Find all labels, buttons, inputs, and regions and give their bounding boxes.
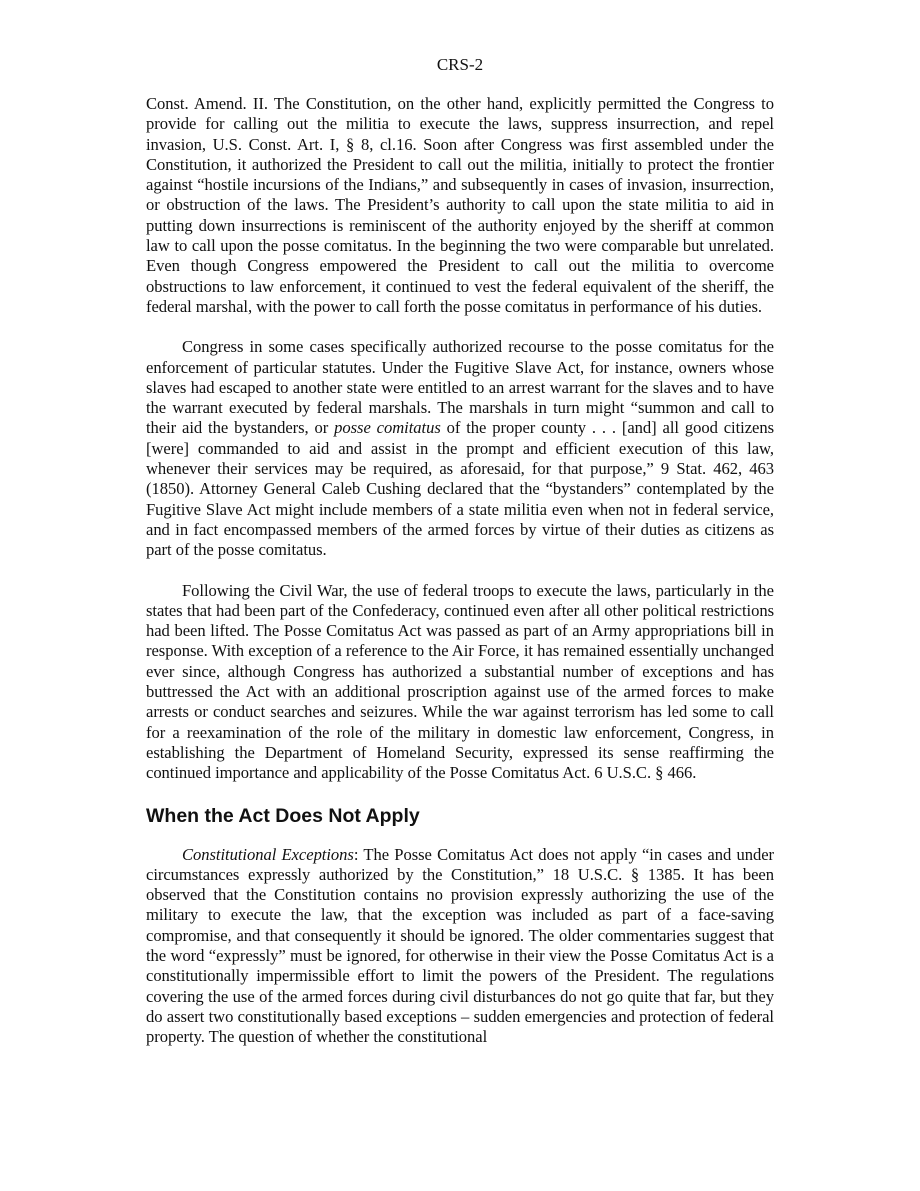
section-heading: When the Act Does Not Apply <box>146 804 420 827</box>
paragraph-civil-war: Following the Civil War, the use of federal troops to execute the laws, particularly in the states that had been part of the Confederacy, continued even after all other political restrictions had been lifted. The Posse Comitatus Act was passed as part of an Army appropriations bill in response. With exception of a reference to the Air Force, it has remained essentially unchanged ever since, although Congress has authorized a substantial number of exceptions and has buttressed the Act with an additional proscription against use of the armed forces to make arrests or conduct searches and seizures. While the war against terrorism has led some to call for a reexamination of the role of the military in domestic law enforcement, Congress, in establishing the Department of Homeland Security, expressed its sense reaffirming the continued importance and applicability of the Posse Comitatus Act. 6 U.S.C. § 466. <box>146 580 774 783</box>
paragraph-text: Congress in some cases specifically authorized recourse to the posse comitatus for the enforcement of particular statutes. Under the Fugitive Slave Act, for instance, owners whose slaves had escaped to another state were entitled to an arrest warrant for the slaves and to have the warrant executed by federal marshals. The marshals in turn might “summon and call to their aid the bystanders, or <box>146 337 774 438</box>
paragraph-militia-history: Const. Amend. II. The Constitution, on the other hand, explicitly permitted the Congress to provide for calling out the militia to execute the laws, suppress insurrection, and repel invasion, U.S. Const. Art. I, § 8, cl.16. Soon after Congress was first assembled under the Constitution, it authorized the President to call out the militia, initially to protect the frontier against “hostile incursions of the Indians,” and subsequently in cases of invasion, insurrection, or obstruction of the laws. The President’s authority to call upon the state militia to aid in putting down insurrections is reminiscent of the authority enjoyed by the sheriff at common law to call upon the posse comitatus. In the beginning the two were comparable but unrelated. Even though Congress empowered the President to call out the militia to overcome obstructions to law enforcement, it continued to vest the federal equivalent of the sheriff, the federal marshal, with the power to call forth the posse comitatus in performance of his duties. <box>146 94 774 316</box>
paragraph-text: : The Posse Comitatus Act does not apply “in cases and under circumstances expressly authorized by the Constitution,” 18 U.S.C. § 1385. It has been observed that the Constitution contains no provision expressly authorizing the use of the military to execute the law, that the exception was included as part of a face-saving compromise, and that consequently it should be ignored. The older commentaries suggest that the word “expressly” must be ignored, for otherwise in their view the Posse Comitatus Act is a constitutionally impermissible effort to limit the powers of the President. The regulations covering the use of the armed forces during civil disturbances do not go quite that far, but they do assert two constitutionally based exceptions – sudden emergencies and protection of federal property. The question of whether the constitutional <box>146 844 774 1047</box>
document-body <box>146 94 774 1067</box>
page-header: CRS-2 <box>436 55 484 74</box>
paragraph-text: of the proper county . . . [and] all good citizens [were] commanded to aid and assist in the prompt and efficient execution of this law, whenever their services may be required, as aforesaid, for that purpose,” 9 Stat. 462, 463 (1850). Attorney General Caleb Cushing declared that the “bystanders” contemplated by the Fugitive Slave Act might include members of a state militia even when not in federal service, and in fact encompassed members of the armed forces by virtue of their duties as citizens as part of the posse comitatus. <box>146 418 774 560</box>
paragraph-fugitive-slave-act <box>146 337 774 560</box>
italic-term: posse comitatus <box>334 418 441 438</box>
paragraph-constitutional-exceptions <box>146 845 774 1048</box>
italic-term: Constitutional Exceptions <box>182 844 354 864</box>
